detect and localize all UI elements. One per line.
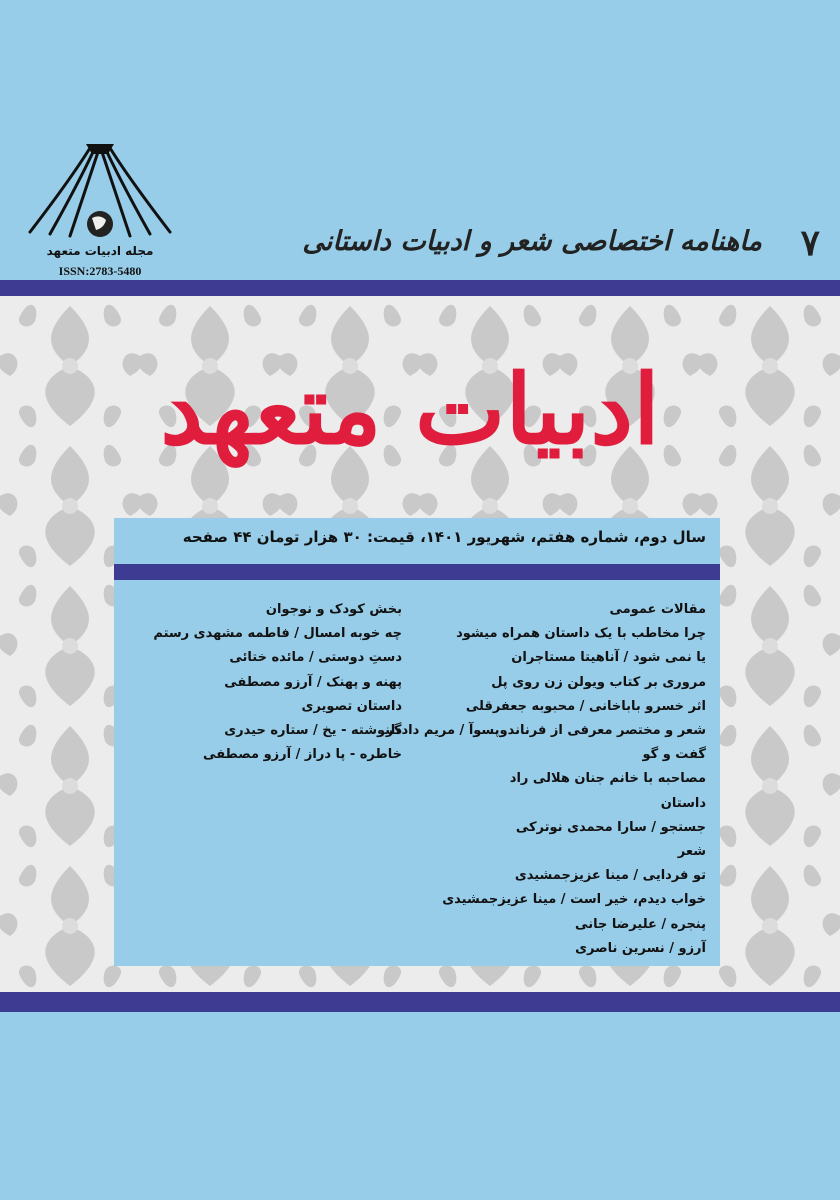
contents-item: دستِ دوستی / مائده ختائی xyxy=(229,650,402,666)
issn-label: ISSN:2783-5480 xyxy=(58,264,142,278)
contents-item: گفت و گو xyxy=(642,747,706,763)
magazine-logo xyxy=(20,140,180,290)
contents-item: پنجره / علیرضا جانی xyxy=(575,916,706,932)
top-stripe xyxy=(0,280,840,296)
contents-item: دلنوشته - یخ / ستاره حیدری xyxy=(224,723,402,739)
contents-item: شعر و مختصر معرفی از فرناندوپسوآ / مریم دادگر xyxy=(385,723,706,739)
contents-panel xyxy=(114,518,720,966)
logo-name: مجله ادبیات متعهد xyxy=(46,244,154,258)
contents-item: خواب دیدم، خیر است / مینا عزیزجمشیدی xyxy=(442,892,706,908)
contents-item: مقالات عمومی xyxy=(609,602,706,617)
magazine-title: ادبیات متعهد xyxy=(160,353,660,466)
contents-item: یا نمی شود / آناهیتا مستاجران xyxy=(511,650,706,666)
magazine-subtitle: ماهنامه اختصاصی شعر و ادبیات داستانی xyxy=(302,226,762,257)
contents-item: مروری بر کتاب ویولن زن روی پل xyxy=(491,674,706,690)
contents-item: جستجو / سارا محمدی نوترکی xyxy=(515,819,706,835)
contents-item: خاطره - پا دراز / آرزو مصطفی xyxy=(203,747,402,763)
contents-item: بخش کودک و نوجوان xyxy=(265,602,402,617)
issue-number: ۷ xyxy=(800,222,820,264)
contents-item: آرزو / نسرین ناصری xyxy=(575,940,706,956)
contents-item: تو فردایی / مینا عزیزجمشیدی xyxy=(514,868,706,884)
contents-item: شعر xyxy=(677,844,706,860)
contents-item: داستان xyxy=(660,795,706,811)
contents-item: پهنه و پهنک / آرزو مصطفی xyxy=(224,674,402,690)
contents-list-right xyxy=(376,598,706,961)
contents-item: مصاحبه با خانم جنان هلالی راد xyxy=(509,771,706,787)
bottom-stripe xyxy=(0,992,840,1012)
book-globe-icon xyxy=(20,140,180,244)
panel-stripe xyxy=(114,564,720,580)
contents-list-left xyxy=(142,598,402,767)
contents-item: چه خوبه امسال / فاطمه مشهدی رستم xyxy=(153,626,402,642)
contents-item: چرا مخاطب با یک داستان همراه میشود xyxy=(456,626,706,642)
contents-item: اثر خسرو باباخانی / محبوبه جعفرقلی xyxy=(465,698,706,714)
issue-info: سال دوم، شماره هفتم، شهریور ۱۴۰۱، قیمت: ۳۰ هزار تومان ۴۴ صفحه xyxy=(182,528,706,546)
contents-item: داستان تصویری xyxy=(301,698,402,714)
